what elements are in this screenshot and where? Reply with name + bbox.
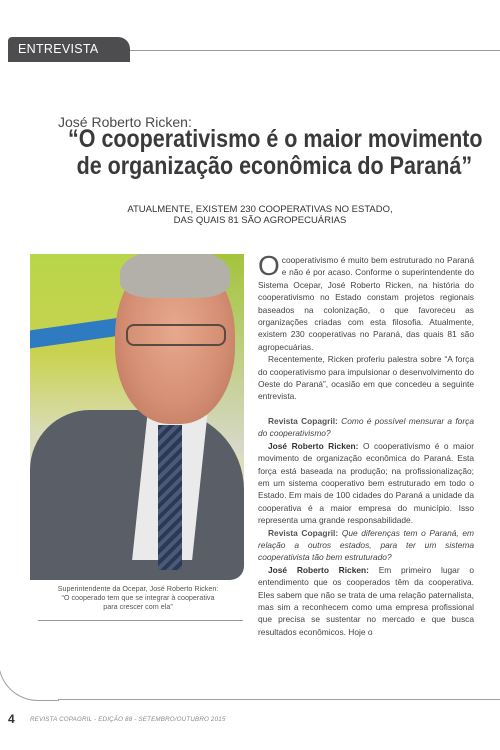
lead-line-2: DAS QUAIS 81 SÃO AGROPECUÁRIAS — [173, 215, 347, 226]
photo-caption — [38, 584, 238, 611]
top-divider — [130, 50, 500, 51]
context-paragraph: Recentemente, Ricken proferiu palestra sobre “A força do cooperativismo para impulsionar o desenvolvimento do Oeste do Paraná”, ocasião em que concedeu a seguinte entrevista. — [258, 354, 475, 402]
caption-divider — [38, 620, 243, 621]
answer-2 — [258, 564, 474, 638]
question-2-text: Que diferenças tem o Paraná, em relação a outros estados, para ter um sistema cooperativista tão bem estruturado? — [258, 527, 474, 563]
photo-hair — [120, 254, 230, 298]
answer-2-text: Em primeiro lugar o entendimento que os cooperados têm da cooperativa. Eles sabem que não se trata de uma relação paternalista, mas sim a reconhecem como uma empresa profissional que precisa se sustentar no mercado e que busca resultados econômicos. Hoje o — [258, 564, 475, 637]
answer-1-label: José Roberto Ricken: — [268, 440, 359, 451]
question-1-label: Revista Copagril: — [268, 415, 338, 426]
question-2 — [258, 527, 474, 564]
photo-tie — [158, 425, 182, 570]
photo-bg-stripe — [30, 318, 120, 349]
footer-curve — [0, 630, 59, 701]
section-tab: ENTREVISTA — [8, 37, 130, 62]
portrait-photo — [30, 254, 244, 580]
interviewee-name: José Roberto Ricken: — [58, 114, 192, 130]
intro-text: cooperativismo é muito bem estruturado no Paraná e não é por acaso. Conforme o superintendente do Sistema Ocepar, José Roberto Ricken, na história do cooperativismo no Estado constam projetos regionais baseados na colonização, o que favoreceu as organizações criadas com esta filosofia. Atualmente, existem 230 cooperativas no Paraná, das quais 81 são agropecuárias. — [258, 255, 474, 352]
answer-2-label: José Roberto Ricken: — [268, 564, 369, 575]
lead-text — [110, 204, 410, 226]
headline-line-2: de organização econômica do Paraná” — [76, 152, 473, 180]
question-1 — [258, 415, 474, 440]
headline — [68, 125, 483, 180]
photo-glasses — [126, 324, 226, 346]
answer-1-text: O cooperativismo é o maior movimento de organização econômica do Paraná. Esta força está baseada na produção; na profissionalização; em um sistema cooperativo bem estruturado em todo o Estado. Em mais de 100 cidades do Paraná a unidade da cooperativa é a maior empresa do município. Isso representa uma grande responsabilidade. — [258, 440, 474, 526]
article-body — [258, 250, 475, 638]
question-2-label: Revista Copagril: — [268, 527, 339, 538]
headline-line-1: “O cooperativismo é o maior movimento — [68, 125, 483, 153]
publication-footer: REVISTA COPAGRIL - EDIÇÃO 88 - SETEMBRO/OUTUBRO 2015 — [30, 716, 226, 723]
question-1-text: Como é possível mensurar a força do cooperativismo? — [258, 415, 474, 439]
footer-divider — [58, 699, 500, 700]
lead-line-1: ATUALMENTE, EXISTEM 230 COOPERATIVAS NO ESTADO, — [127, 204, 393, 215]
page-number: 4 — [8, 712, 15, 726]
caption-line-1: Superintendente da Ocepar, José Roberto Ricken: — [57, 584, 219, 593]
caption-line-3: para crescer com ela” — [103, 602, 173, 611]
intro-paragraph — [258, 250, 474, 353]
caption-line-2: “O cooperado tem que se integrar à cooperativa — [61, 593, 215, 602]
answer-1 — [258, 440, 474, 527]
drop-cap: O — [258, 250, 280, 281]
